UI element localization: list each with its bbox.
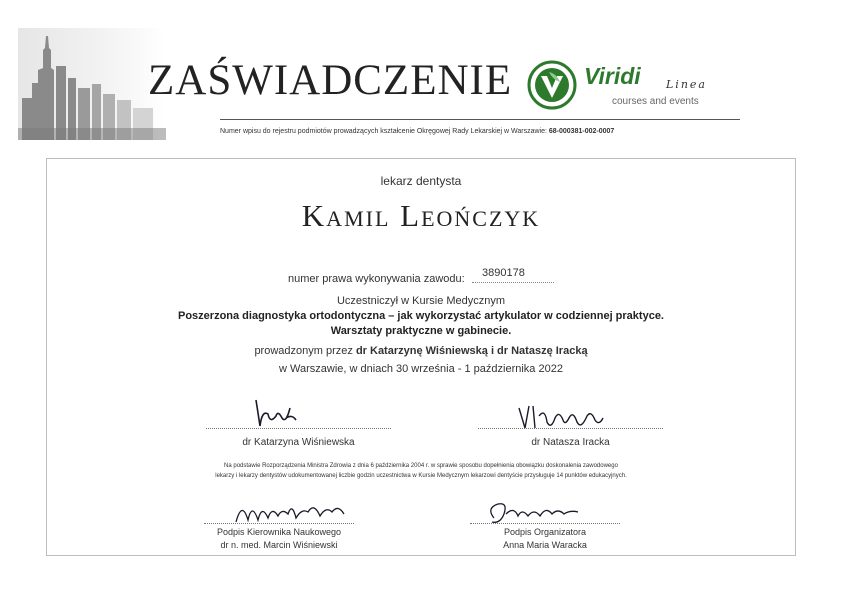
course-lecturers-line <box>46 345 796 357</box>
recipient-name: Kamil Leończyk <box>301 198 541 233</box>
course-intro: Uczestniczył w Kursie Medycznym <box>336 295 506 307</box>
course-title-line2: Warsztaty praktyczne w gabinecie. <box>330 325 512 337</box>
license-label: numer prawa wykonywania zawodu: <box>288 273 465 285</box>
certificate-title: ZAŚWIADCZENIE <box>148 57 513 104</box>
header-divider <box>220 119 740 120</box>
organizer-name: Anna Maria Waracka <box>503 540 587 550</box>
lecturer1-name: dr Katarzyna Wiśniewska <box>242 437 355 448</box>
signature-line-lecturer1 <box>206 428 391 429</box>
course-title-line1: Poszerzona diagnostyka ortodontyczna – jak wykorzystać artykulator w codziennej praktyce. <box>178 310 664 322</box>
lecturer2-name: dr Natasza Iracka <box>531 437 610 448</box>
led-prefix: prowadzonym przez <box>254 345 353 357</box>
brand-tagline: courses and events <box>612 96 699 107</box>
organizer-signature-title: Podpis Organizatora <box>503 527 587 537</box>
brand-name: Viridi <box>584 63 641 89</box>
led-by: dr Katarzynę Wiśniewską i dr Nataszę Iracką <box>355 345 588 357</box>
scientific-signature-title: Podpis Kierownika Naukowego <box>216 527 342 537</box>
viridi-leaf-logo-icon <box>527 60 577 110</box>
signature-line-organizer <box>470 523 620 524</box>
course-place-date: w Warszawie, w dniach 30 września - 1 października 2022 <box>279 363 563 375</box>
registry-text: Numer wpisu do rejestru podmiotów prowadzących kształcenie Okręgowej Rady Lekarskiej w Warszawie: <box>220 128 547 135</box>
signature-line-scientific <box>204 523 354 524</box>
signature-line-lecturer2 <box>478 428 663 429</box>
scientific-director-name: dr n. med. Marcin Wiśniewski <box>220 540 338 550</box>
recipient-profession: lekarz dentysta <box>380 174 462 188</box>
license-dotted-line <box>472 282 554 283</box>
license-number: 3890178 <box>482 267 525 279</box>
legal-note-line2: lekarzy i lekarzy dentystów udokumentowanej liczbie godzin uczestnictwa w Kursie Medycznym lekarzowi dentyście przysługuje 14 punktów edukacyjnych. <box>215 473 627 479</box>
registry-line <box>220 128 614 135</box>
brand-script: Linea <box>666 78 707 91</box>
signature-lecturer1-scribble <box>250 396 300 430</box>
legal-note <box>46 461 796 481</box>
legal-note-line1: Na podstawie Rozporządzenia Ministra Zdrowia z dnia 6 października 2004 r. w sprawie sposobu dopełnienia obowiązku doskonalenia zawodowego <box>224 463 618 469</box>
registry-number: 68-000381-002-0007 <box>548 128 615 135</box>
warsaw-skyline-image <box>18 28 166 140</box>
